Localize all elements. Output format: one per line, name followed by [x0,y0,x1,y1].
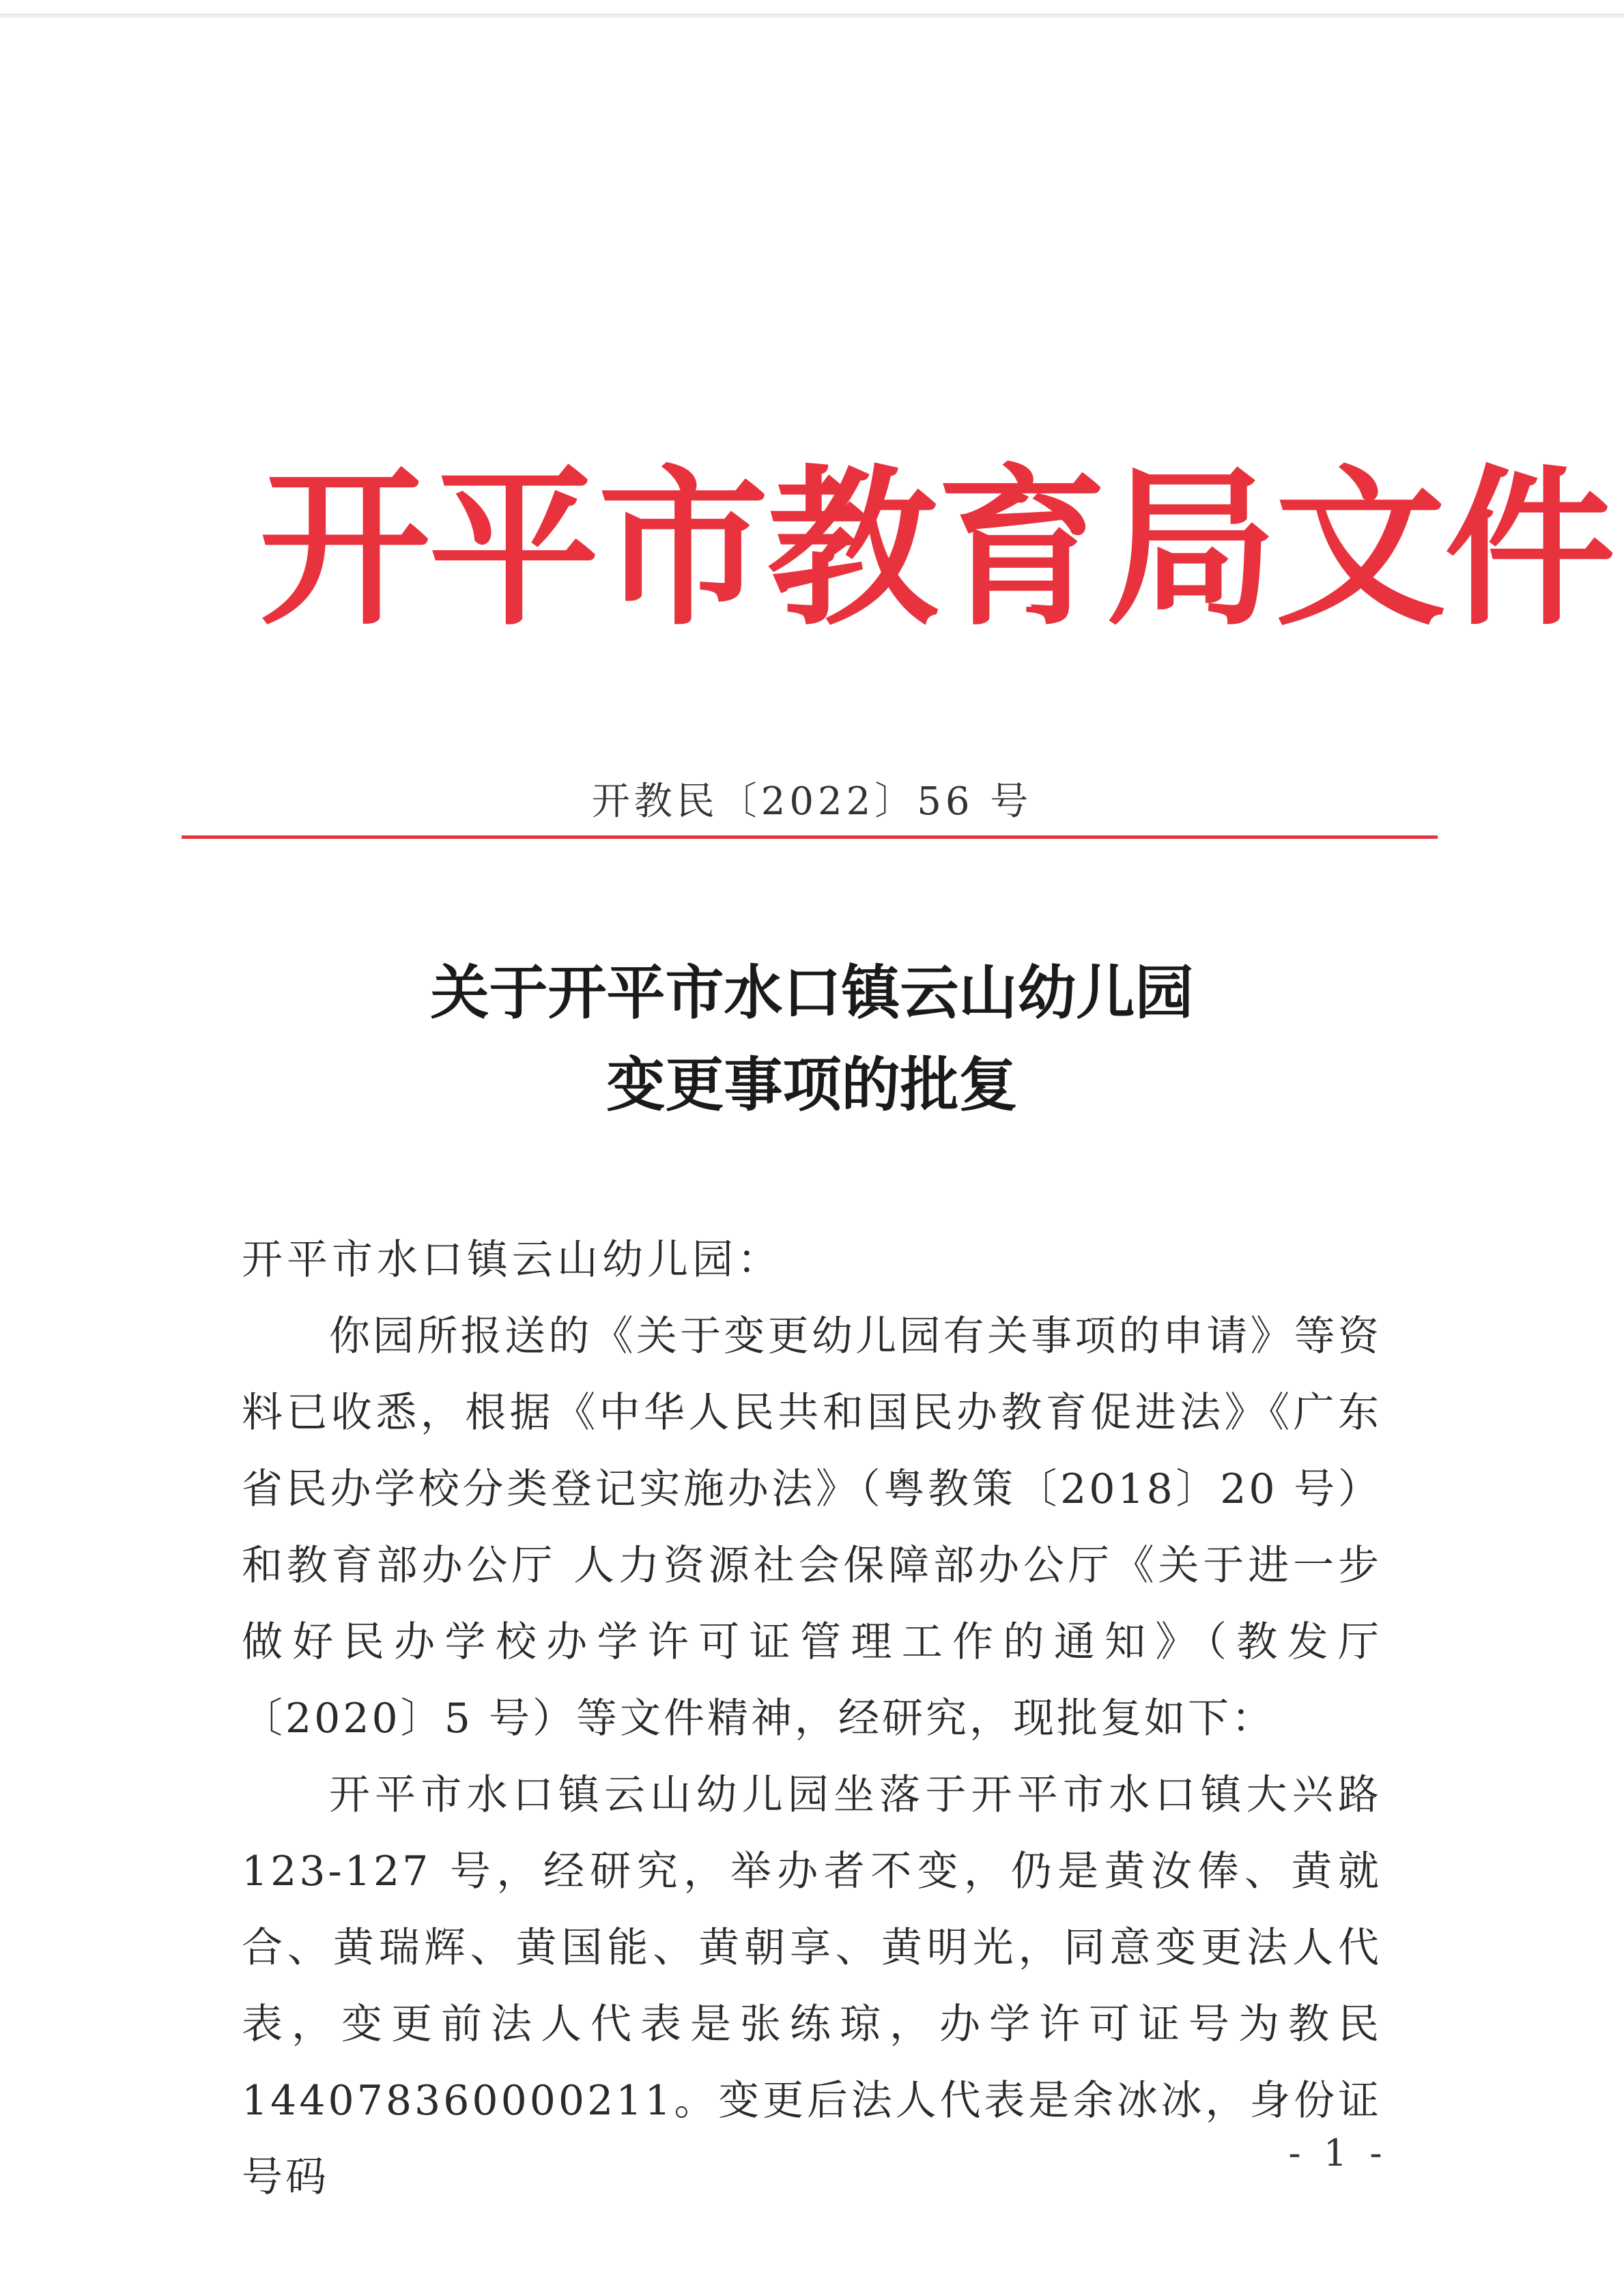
body-paragraph-1: 你园所报送的《关于变更幼儿园有关事项的申请》等资料已收悉，根据《中华人民共和国民办教育促进法》《广东省民办学校分类登记实施办法》（粤教策〔2018〕20 号）和教育部办公厅 人力资源社会保障部办公厅《关于进一步做好民办学校办学许可证管理工作的通知》（教发厅〔2020〕5 号）等文件精神，经研究，现批复如下： [242,1312,1382,1742]
document-title-line-2: 变更事项的批复 [606,1050,1018,1119]
page-number: - 1 - [1288,2132,1388,2175]
salutation: 开平市水口镇云山幼儿园： [242,1236,782,1284]
document-body [242,1222,1382,2215]
document-number: 开教民〔2022〕56 号 [591,779,1033,824]
scan-edge-line [0,14,1624,18]
body-paragraph-2: 开平市水口镇云山幼儿园坐落于开平市水口镇大兴路 123-127 号，经研究，举办者不变，仍是黄汝俸、黄就合、黄瑞辉、黄国能、黄朝享、黄明光，同意变更法人代表，变更前法人代表是张练琼，办学许可证号为教民 144078360000211。变更后法人代表是余冰冰，身份证号码 [242,1771,1382,2201]
document-header-title: 开平市教育局文件 [259,450,1614,648]
red-divider-rule [182,835,1438,839]
document-title-line-1: 关于开平市水口镇云山幼儿园 [430,958,1194,1027]
